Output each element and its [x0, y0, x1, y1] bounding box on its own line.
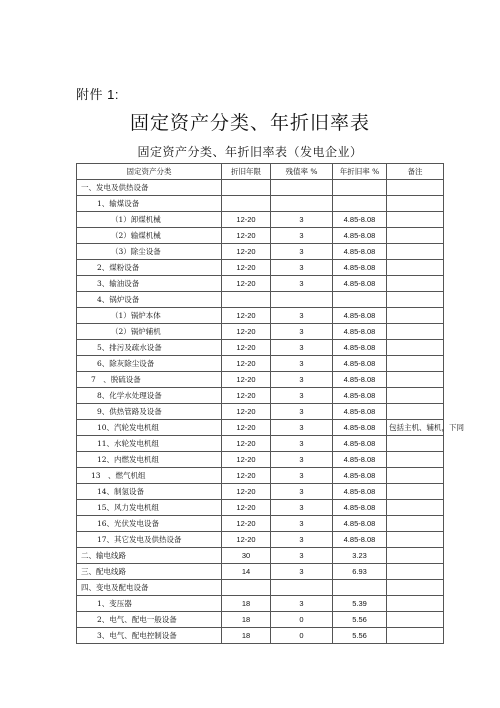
cell-note: [387, 212, 444, 228]
table-row: [77, 324, 444, 340]
cell-category: 5、排污及疏水设备: [77, 340, 222, 356]
cell-years: 18: [222, 612, 271, 628]
cell-annual-rate: 5.56: [333, 628, 387, 644]
cell-years: 12-20: [222, 420, 271, 436]
cell-residual-rate: 3: [271, 228, 333, 244]
cell-years: 12-20: [222, 436, 271, 452]
cell-category: （2）锅炉辅机: [77, 324, 222, 340]
table-row: [77, 212, 444, 228]
cell-annual-rate: 4.85-8.08: [333, 436, 387, 452]
table-row: [77, 340, 444, 356]
cell-note: [387, 532, 444, 548]
header-residual-rate: 残值率 %: [271, 164, 333, 180]
table-row: [77, 468, 444, 484]
cell-category: 8、化学水处理设备: [77, 388, 222, 404]
cell-note: [387, 612, 444, 628]
attachment-label: 附件 1:: [76, 87, 119, 102]
table-body: [77, 180, 464, 644]
cell-note: [387, 452, 444, 468]
cell-years: 12-20: [222, 388, 271, 404]
cell-note: [387, 372, 444, 388]
header-years: 折旧年限: [222, 164, 271, 180]
cell-years: [222, 196, 271, 212]
cell-category: （3）除尘设备: [77, 244, 222, 260]
cell-residual-rate: 3: [271, 548, 333, 564]
cell-category: 一、发电及供热设备: [77, 180, 222, 196]
cell-annual-rate: 4.85-8.08: [333, 228, 387, 244]
cell-years: 12-20: [222, 404, 271, 420]
depreciation-table: [76, 163, 464, 644]
cell-category: 7 、脱硫设备: [77, 372, 222, 388]
cell-category: 13 、燃气机组: [77, 468, 222, 484]
cell-annual-rate: 4.85-8.08: [333, 468, 387, 484]
cell-category: 14、制氢设备: [77, 484, 222, 500]
cell-residual-rate: [271, 292, 333, 308]
cell-note: [387, 356, 444, 372]
cell-category: 二、输电线路: [77, 548, 222, 564]
cell-residual-rate: 3: [271, 436, 333, 452]
cell-annual-rate: 4.85-8.08: [333, 324, 387, 340]
cell-annual-rate: 4.85-8.08: [333, 420, 387, 436]
table-subtitle: 固定资产分类、年折旧率表（发电企业）: [137, 145, 363, 159]
cell-years: 12-20: [222, 212, 271, 228]
cell-years: [222, 292, 271, 308]
cell-annual-rate: 4.85-8.08: [333, 388, 387, 404]
cell-residual-rate: 3: [271, 260, 333, 276]
cell-category: 17、其它发电及供热设备: [77, 532, 222, 548]
cell-residual-rate: 3: [271, 404, 333, 420]
table-row: [77, 356, 444, 372]
cell-annual-rate: 4.85-8.08: [333, 404, 387, 420]
cell-note: [387, 244, 444, 260]
cell-note: [387, 468, 444, 484]
cell-residual-rate: 3: [271, 308, 333, 324]
page-title: 固定资产分类、年折旧率表: [129, 112, 370, 134]
cell-residual-rate: 3: [271, 276, 333, 292]
cell-note: [387, 292, 444, 308]
table-row: [77, 196, 444, 212]
cell-annual-rate: 4.85-8.08: [333, 308, 387, 324]
cell-years: 12-20: [222, 372, 271, 388]
cell-category: 12、内燃发电机组: [77, 452, 222, 468]
cell-residual-rate: 3: [271, 324, 333, 340]
cell-category: 9、供热管路及设备: [77, 404, 222, 420]
cell-category: 4、锅炉设备: [77, 292, 222, 308]
cell-years: 12-20: [222, 468, 271, 484]
cell-residual-rate: [271, 180, 333, 196]
cell-years: 14: [222, 564, 271, 580]
cell-category: 11、水轮发电机组: [77, 436, 222, 452]
cell-annual-rate: 4.85-8.08: [333, 372, 387, 388]
cell-category: 1、输煤设备: [77, 196, 222, 212]
cell-annual-rate: 4.85-8.08: [333, 356, 387, 372]
table-row: [77, 596, 444, 612]
cell-annual-rate: [333, 196, 387, 212]
table-row: [77, 260, 444, 276]
cell-residual-rate: 3: [271, 564, 333, 580]
cell-residual-rate: 0: [271, 612, 333, 628]
cell-note: [387, 228, 444, 244]
table-row: [77, 420, 444, 436]
cell-residual-rate: 0: [271, 628, 333, 644]
cell-category: （2）输煤机械: [77, 228, 222, 244]
cell-note: [387, 436, 444, 452]
cell-note: [387, 500, 444, 516]
cell-residual-rate: 3: [271, 500, 333, 516]
cell-residual-rate: 3: [271, 452, 333, 468]
cell-category: 三、配电线路: [77, 564, 222, 580]
table-row: [77, 308, 444, 324]
cell-note: [387, 276, 444, 292]
table-row: [77, 436, 444, 452]
cell-years: 12-20: [222, 500, 271, 516]
cell-note: [387, 548, 444, 564]
table-row: [77, 244, 444, 260]
table-row: [77, 516, 444, 532]
table-row: [77, 628, 444, 644]
cell-note: [387, 196, 444, 212]
table-row: [77, 500, 444, 516]
table-row: [77, 548, 444, 564]
cell-annual-rate: 4.85-8.08: [333, 276, 387, 292]
cell-note: [387, 564, 444, 580]
cell-note: [387, 340, 444, 356]
cell-years: 12-20: [222, 484, 271, 500]
cell-annual-rate: 4.85-8.08: [333, 244, 387, 260]
cell-note: [387, 180, 444, 196]
cell-annual-rate: 4.85-8.08: [333, 452, 387, 468]
cell-residual-rate: 3: [271, 212, 333, 228]
cell-residual-rate: 3: [271, 244, 333, 260]
table-row: [77, 276, 444, 292]
cell-note: [387, 308, 444, 324]
cell-note: [387, 260, 444, 276]
cell-residual-rate: 3: [271, 388, 333, 404]
cell-years: 12-20: [222, 516, 271, 532]
cell-residual-rate: [271, 580, 333, 596]
header-row: [77, 164, 444, 180]
header-note: 备注: [387, 164, 444, 180]
cell-annual-rate: [333, 292, 387, 308]
cell-residual-rate: 3: [271, 516, 333, 532]
cell-residual-rate: [271, 196, 333, 212]
table-header: [77, 164, 444, 180]
cell-note: [387, 404, 444, 420]
table-row: [77, 180, 444, 196]
cell-annual-rate: 4.85-8.08: [333, 516, 387, 532]
cell-years: 12-20: [222, 276, 271, 292]
cell-note: 包括主机、辅机，下同: [387, 420, 444, 436]
cell-category: 3、输油设备: [77, 276, 222, 292]
cell-years: 12-20: [222, 532, 271, 548]
cell-note: [387, 388, 444, 404]
cell-years: 12-20: [222, 308, 271, 324]
cell-note: [387, 596, 444, 612]
cell-annual-rate: 6.93: [333, 564, 387, 580]
cell-years: [222, 580, 271, 596]
table-row: [77, 388, 444, 404]
cell-note: [387, 516, 444, 532]
cell-residual-rate: 3: [271, 596, 333, 612]
cell-residual-rate: 3: [271, 420, 333, 436]
cell-annual-rate: 4.85-8.08: [333, 212, 387, 228]
cell-note: [387, 484, 444, 500]
table-row: [77, 372, 444, 388]
cell-years: 12-20: [222, 260, 271, 276]
table-row: [77, 580, 444, 596]
table-row: [77, 532, 444, 548]
cell-years: 12-20: [222, 340, 271, 356]
cell-years: 30: [222, 548, 271, 564]
table-row: [77, 612, 444, 628]
cell-category: 15、风力发电机组: [77, 500, 222, 516]
cell-annual-rate: 4.85-8.08: [333, 532, 387, 548]
cell-years: 12-20: [222, 324, 271, 340]
cell-annual-rate: 4.85-8.08: [333, 260, 387, 276]
cell-note: [387, 628, 444, 644]
cell-years: 18: [222, 596, 271, 612]
cell-annual-rate: [333, 580, 387, 596]
cell-category: 2、煤粉设备: [77, 260, 222, 276]
cell-category: 1、变压器: [77, 596, 222, 612]
cell-years: 12-20: [222, 452, 271, 468]
cell-years: 18: [222, 628, 271, 644]
table-row: [77, 484, 444, 500]
cell-category: 四、变电及配电设备: [77, 580, 222, 596]
cell-years: [222, 180, 271, 196]
table-row: [77, 404, 444, 420]
cell-category: 3、电气、配电控制设备: [77, 628, 222, 644]
cell-annual-rate: 3.23: [333, 548, 387, 564]
cell-note: [387, 324, 444, 340]
cell-residual-rate: 3: [271, 372, 333, 388]
cell-annual-rate: 5.39: [333, 596, 387, 612]
cell-annual-rate: 4.85-8.08: [333, 340, 387, 356]
cell-category: 16、光伏发电设备: [77, 516, 222, 532]
cell-residual-rate: 3: [271, 356, 333, 372]
cell-note: [387, 580, 444, 596]
cell-annual-rate: 4.85-8.08: [333, 500, 387, 516]
cell-category: 10、汽轮发电机组: [77, 420, 222, 436]
cell-years: 12-20: [222, 244, 271, 260]
table-row: [77, 564, 444, 580]
cell-category: （1）锅炉本体: [77, 308, 222, 324]
cell-annual-rate: [333, 180, 387, 196]
table-row: [77, 292, 444, 308]
cell-residual-rate: 3: [271, 532, 333, 548]
cell-category: （1）卸煤机械: [77, 212, 222, 228]
header-category: 固定资产分类: [77, 164, 222, 180]
cell-annual-rate: 4.85-8.08: [333, 484, 387, 500]
cell-annual-rate: 5.56: [333, 612, 387, 628]
cell-residual-rate: 3: [271, 468, 333, 484]
table-row: [77, 452, 444, 468]
cell-years: 12-20: [222, 356, 271, 372]
cell-residual-rate: 3: [271, 340, 333, 356]
cell-category: 2、电气、配电一般设备: [77, 612, 222, 628]
table-row: [77, 228, 444, 244]
header-annual-rate: 年折旧率 %: [333, 164, 387, 180]
cell-residual-rate: 3: [271, 484, 333, 500]
cell-category: 6、除灰除尘设备: [77, 356, 222, 372]
cell-years: 12-20: [222, 228, 271, 244]
